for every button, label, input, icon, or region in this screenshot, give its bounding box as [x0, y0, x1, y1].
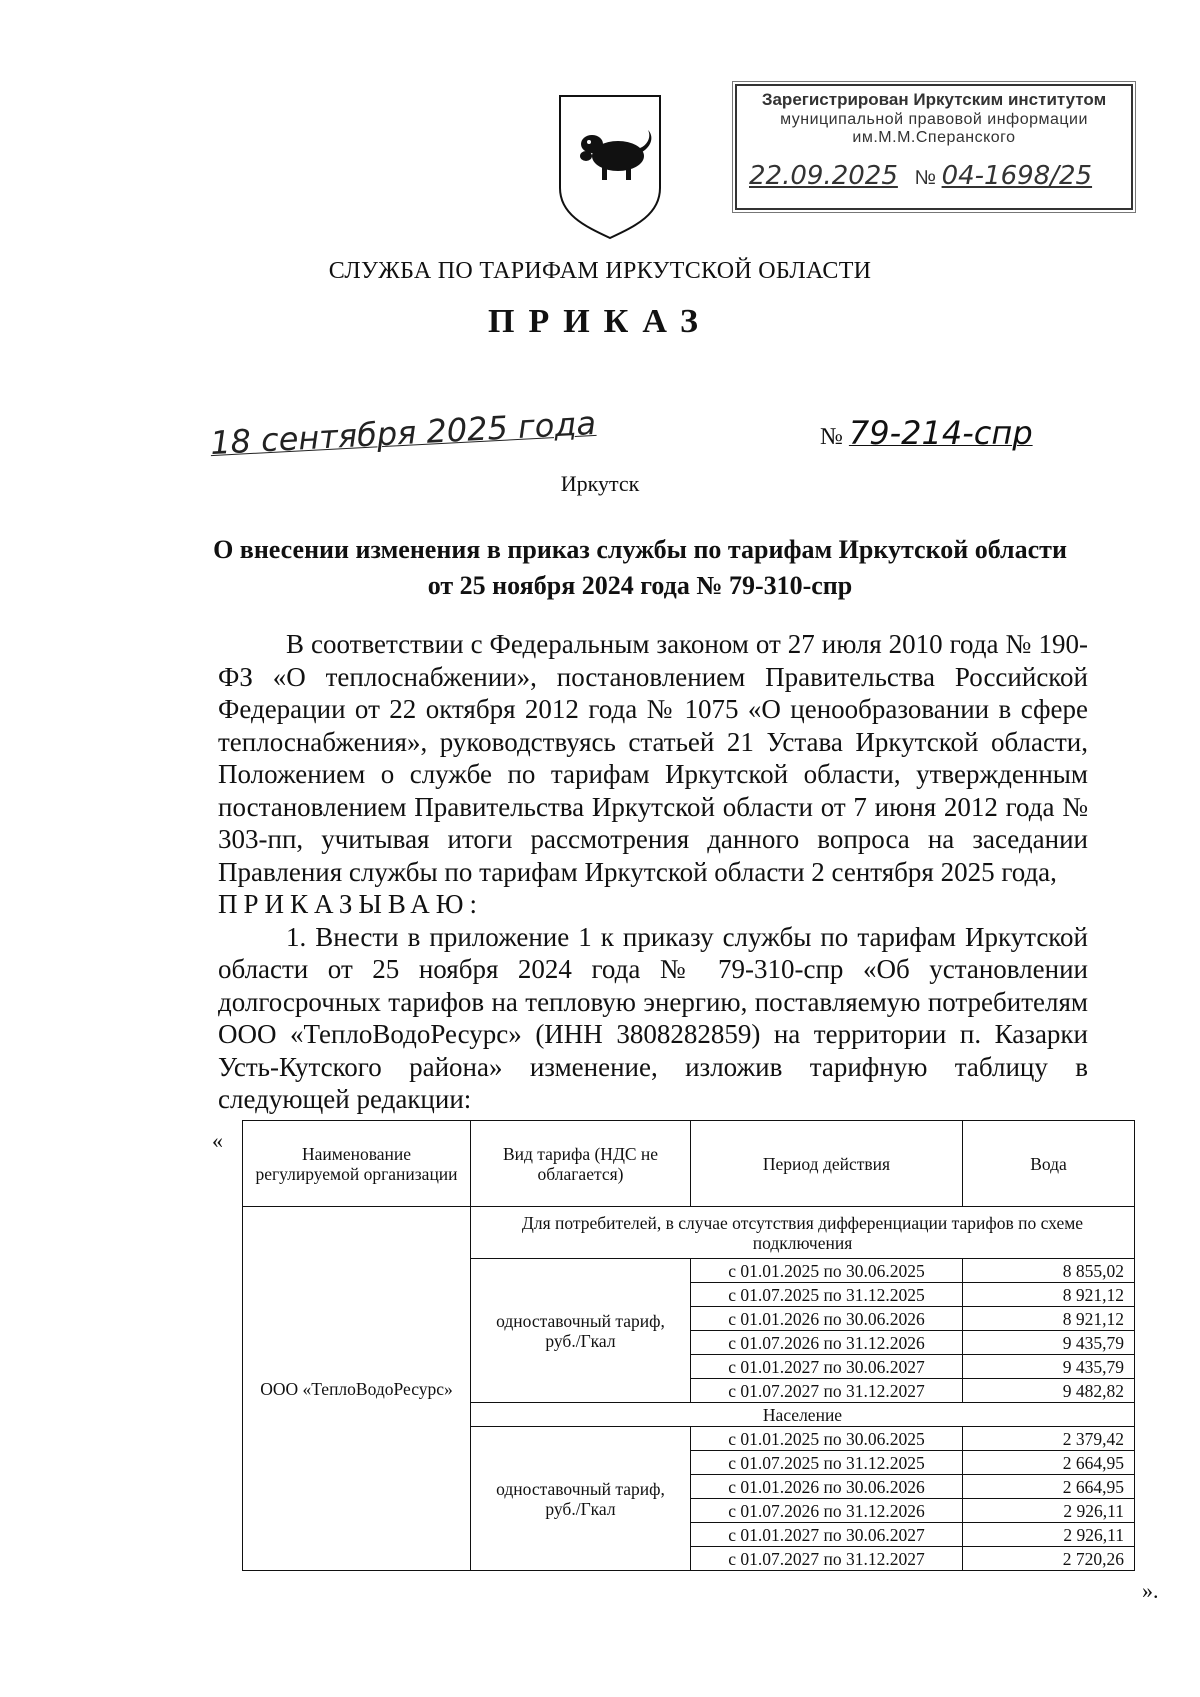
order-number-handwritten: 79-214-спр: [848, 414, 1033, 452]
period-cell: с 01.07.2026 по 31.12.2026: [691, 1331, 963, 1355]
item-1-paragraph: 1. Внести в приложение 1 к приказу службы по тарифам Иркутской области от 25 ноября 2024 года № 79-310-спр «Об установлении долгосрочных тарифов на тепловую энергию, поставляемую потребителям ООО «ТеплоВодоРесурс» (ИНН 3808282859) на территории п. Казарки Усть-Кутского района» изменение, изложив тарифную таблицу в следующей редакции:: [218, 921, 1088, 1114]
header-period: Период действия: [691, 1121, 963, 1207]
registration-stamp: [735, 84, 1133, 210]
value-cell: 9 482,82: [963, 1379, 1135, 1403]
organization-cell: ООО «ТеплоВодоРесурс»: [243, 1207, 471, 1571]
city: Иркутск: [560, 471, 640, 496]
value-cell: 8 921,12: [963, 1283, 1135, 1307]
table-header-row: [243, 1121, 1135, 1207]
stamp-line-2: муниципальной правовой информации: [780, 111, 1088, 128]
subject-line-1: О внесении изменения в приказ службы по тарифам Иркутской области: [213, 535, 1067, 564]
value-cell: 2 379,42: [963, 1427, 1135, 1451]
header-org: Наименование регулируемой организации: [243, 1121, 471, 1207]
order-date-handwritten: 18 сентября 2025 года: [209, 403, 597, 463]
group-2-tariff: одноставочный тариф, руб./Гкал: [471, 1427, 691, 1571]
group-1-tariff: одноставочный тариф, руб./Гкал: [471, 1259, 691, 1403]
value-cell: 8 855,02: [963, 1259, 1135, 1283]
period-cell: с 01.07.2025 по 31.12.2025: [691, 1451, 963, 1475]
quote-close: ».: [1142, 1578, 1159, 1603]
value-cell: 2 926,11: [963, 1499, 1135, 1523]
group-1-title: Для потребителей, в случае отсутствия дифференциации тарифов по схеме подключения: [471, 1207, 1135, 1259]
group-1-title-row: [243, 1207, 1135, 1259]
period-cell: с 01.07.2026 по 31.12.2026: [691, 1499, 963, 1523]
order-number-block: [820, 414, 1033, 452]
order-number-label: №: [820, 424, 843, 450]
period-cell: с 01.01.2027 по 30.06.2027: [691, 1523, 963, 1547]
stamp-line-1: Зарегистрирован Иркутским институтом: [761, 90, 1107, 109]
quote-open: «: [212, 1128, 223, 1153]
value-cell: 9 435,79: [963, 1355, 1135, 1379]
value-cell: 2 926,11: [963, 1523, 1135, 1547]
value-cell: 2 664,95: [963, 1475, 1135, 1499]
order-word: ПРИКАЗЫВАЮ:: [218, 889, 483, 919]
coat-of-arms-emblem: [556, 92, 664, 240]
agency-name: СЛУЖБА ПО ТАРИФАМ ИРКУТСКОЙ ОБЛАСТИ: [328, 258, 872, 284]
period-cell: с 01.07.2027 по 31.12.2027: [691, 1547, 963, 1571]
period-cell: с 01.07.2025 по 31.12.2025: [691, 1283, 963, 1307]
stamp-line-3: им.М.М.Сперанского: [852, 129, 1016, 146]
value-cell: 8 921,12: [963, 1307, 1135, 1331]
period-cell: с 01.01.2026 по 30.06.2026: [691, 1475, 963, 1499]
stamp-number-label: №: [914, 167, 937, 189]
subject-line-2: от 25 ноября 2024 года № 79-310-спр: [427, 571, 853, 600]
group-2-title: Население: [471, 1403, 1135, 1427]
value-cell: 2 720,26: [963, 1547, 1135, 1571]
stamp-number: 04-1698/25: [941, 161, 1093, 191]
period-cell: с 01.01.2025 по 30.06.2025: [691, 1259, 963, 1283]
header-water: Вода: [963, 1121, 1135, 1207]
value-cell: 9 435,79: [963, 1331, 1135, 1355]
order-subject: [200, 532, 1080, 604]
period-cell: с 01.01.2025 по 30.06.2025: [691, 1427, 963, 1451]
stamp-date: 22.09.2025: [749, 161, 898, 191]
value-cell: 2 664,95: [963, 1451, 1135, 1475]
order-body: [218, 628, 1088, 1116]
period-cell: с 01.07.2027 по 31.12.2027: [691, 1379, 963, 1403]
stamp-registration-row: [737, 161, 1131, 191]
period-cell: с 01.01.2026 по 30.06.2026: [691, 1307, 963, 1331]
tariff-table: [242, 1120, 1135, 1571]
preamble-paragraph: В соответствии с Федеральным законом от 27 июля 2010 года № 190-ФЗ «О теплоснабжении», постановлением Правительства Российской Федерации от 22 октября 2012 года № 1075 «О ценообразовании в сфере теплоснабжения», руководствуясь статьей 21 Устава Иркутской области, Положением о службе по тарифам Иркутской области, утвержденным постановлением Правительства Иркутской области от 7 июня 2012 года № 303-пп, учитывая итоги рассмотрения данного вопроса на заседании Правления службы по тарифам Иркутской области 2 сентября 2025 года,: [218, 629, 1088, 887]
period-cell: с 01.01.2027 по 30.06.2027: [691, 1355, 963, 1379]
header-tariff-type: Вид тарифа (НДС не облагается): [471, 1121, 691, 1207]
document-title: ПРИКАЗ: [488, 303, 712, 340]
